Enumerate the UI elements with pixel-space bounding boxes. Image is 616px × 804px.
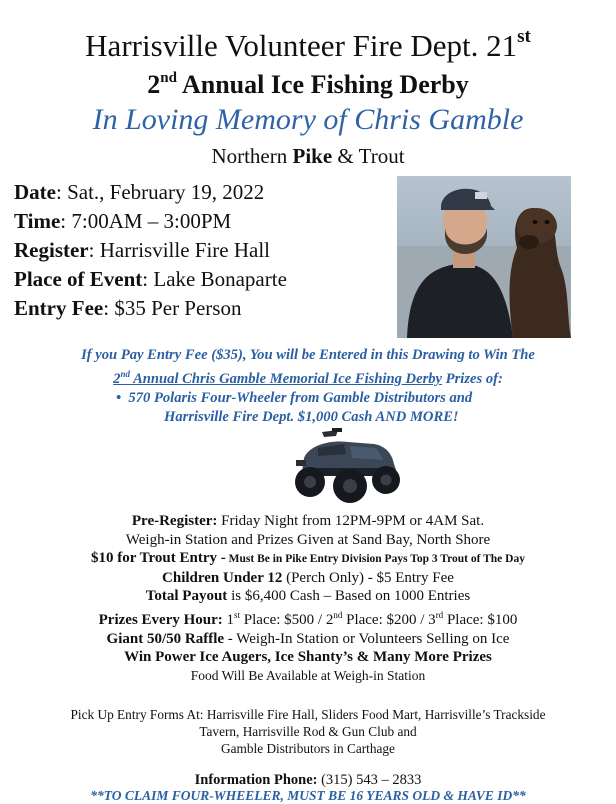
atv-image xyxy=(288,424,404,506)
payout-line xyxy=(0,587,616,606)
preregister-value: Friday Night from 12PM-9PM or 4AM Sat. xyxy=(217,513,485,529)
prize-text-1: 570 Polaris Four-Wheeler from Gamble Distributors and xyxy=(128,389,473,406)
drawing-announcement xyxy=(0,346,616,427)
win-prizes-line xyxy=(0,648,616,667)
detail-value: : Harrisville Fire Hall xyxy=(88,238,271,262)
weighin-line: Weigh-in Station and Prizes Given at Sand Bay, North Shore xyxy=(125,531,491,548)
detail-fee xyxy=(14,294,394,323)
flyer-title xyxy=(0,18,616,65)
trout-entry-line xyxy=(0,549,616,569)
hourly-prizes-line xyxy=(0,606,616,630)
derby-number: 2 xyxy=(113,370,121,387)
species-prefix: Northern xyxy=(211,144,293,168)
drawing-line-1: If you Pay Entry Fee ($35), You will be Entered in this Drawing to Win The xyxy=(81,347,535,363)
claim-notice: **TO CLAIM FOUR-WHEELER, MUST BE 16 YEARS OLD & HAVE ID** xyxy=(90,788,526,803)
photo-illustration xyxy=(397,176,571,338)
win-text: Win Power Ice Augers, Ice Shanty’s & Many More Prizes xyxy=(124,649,492,666)
subtitle-ordinal: nd xyxy=(160,70,177,86)
drawing-prize-bullet xyxy=(0,389,616,408)
detail-time xyxy=(14,207,394,236)
drawing-prize-cont: Harrisville Fire Dept. $1,000 Cash AND MORE! xyxy=(164,408,459,425)
phone-label: Information Phone: xyxy=(194,772,318,788)
prize-ordinal: nd xyxy=(333,609,343,620)
trout-label: $10 for Trout Entry - xyxy=(91,550,226,567)
preregister-line xyxy=(0,512,616,531)
drawing-line-2 xyxy=(0,365,616,389)
pickup-line-1: Pick Up Entry Forms At: Harrisville Fire Hall, Sliders Food Mart, Harrisville’s Trackside xyxy=(70,707,546,722)
detail-label: Entry Fee xyxy=(14,296,104,320)
prize-ordinal: st xyxy=(234,609,241,620)
event-info xyxy=(0,512,616,685)
memorial-photo xyxy=(397,176,571,338)
subtitle-number: 2 xyxy=(147,70,161,99)
prize-part: Place: $500 / 2 xyxy=(240,611,334,628)
detail-label: Time xyxy=(14,209,61,233)
memorial-line: In Loving Memory of Chris Gamble xyxy=(92,103,524,136)
info-phone xyxy=(0,771,616,789)
derby-name-underlined xyxy=(113,371,442,387)
detail-value: : $35 Per Person xyxy=(103,296,242,320)
food-line: Food Will Be Available at Weigh-in Station xyxy=(190,667,426,683)
detail-label: Date xyxy=(14,180,56,204)
species-bold: Pike xyxy=(292,144,333,168)
phone-number: (315) 543 – 2833 xyxy=(317,772,422,788)
title-text: Harrisville Volunteer Fire Dept. 21 xyxy=(85,28,518,63)
title-ordinal: st xyxy=(517,26,531,47)
prize-ordinal: rd xyxy=(435,609,444,620)
subtitle-text: Annual Ice Fishing Derby xyxy=(176,70,469,99)
detail-place xyxy=(14,265,394,294)
pickup-line-3: Gamble Distributors in Carthage xyxy=(221,741,395,756)
raffle-value: - Weigh-In Station or Volunteers Selling on Ice xyxy=(224,630,510,647)
prizes-label: Prizes Every Hour: xyxy=(98,611,223,628)
raffle-label: Giant 50/50 Raffle xyxy=(106,630,225,647)
event-details xyxy=(14,178,394,323)
detail-label: Place of Event xyxy=(14,267,143,291)
detail-date xyxy=(14,178,394,207)
trout-note: Must Be in Pike Entry Division Pays Top 3 Trout of The Day xyxy=(225,553,525,566)
prize-part: 1 xyxy=(222,611,235,628)
derby-ordinal: nd xyxy=(120,369,130,379)
four-wheeler-icon xyxy=(288,424,404,506)
detail-label: Register xyxy=(14,238,89,262)
detail-value: : Lake Bonaparte xyxy=(142,267,287,291)
children-value: (Perch Only) - $5 Entry Fee xyxy=(282,569,454,586)
preregister-label: Pre-Register: xyxy=(131,513,218,529)
prizes-of-text: Prizes of: xyxy=(442,370,503,387)
raffle-line xyxy=(0,630,616,649)
species-line xyxy=(0,143,616,169)
bullet-icon: • xyxy=(116,389,122,406)
payout-label: Total Payout xyxy=(145,588,228,605)
children-line xyxy=(0,569,616,588)
detail-register xyxy=(14,236,394,265)
pickup-line-2: Tavern, Harrisville Rod & Gun Club and xyxy=(199,724,417,739)
species-suffix: & Trout xyxy=(332,144,405,168)
derby-name: Annual Chris Gamble Memorial Ice Fishing Derby xyxy=(129,370,443,387)
flyer-subtitle xyxy=(0,62,616,101)
children-label: Children Under 12 xyxy=(162,569,283,586)
pickup-locations xyxy=(0,706,616,757)
detail-value: : 7:00AM – 3:00PM xyxy=(60,209,232,233)
prize-part: Place: $200 / 3 xyxy=(342,611,436,628)
detail-value: : Sat., February 19, 2022 xyxy=(55,180,265,204)
prize-part: Place: $100 xyxy=(443,611,518,628)
payout-value: is $6,400 Cash – Based on 1000 Entries xyxy=(227,588,471,605)
